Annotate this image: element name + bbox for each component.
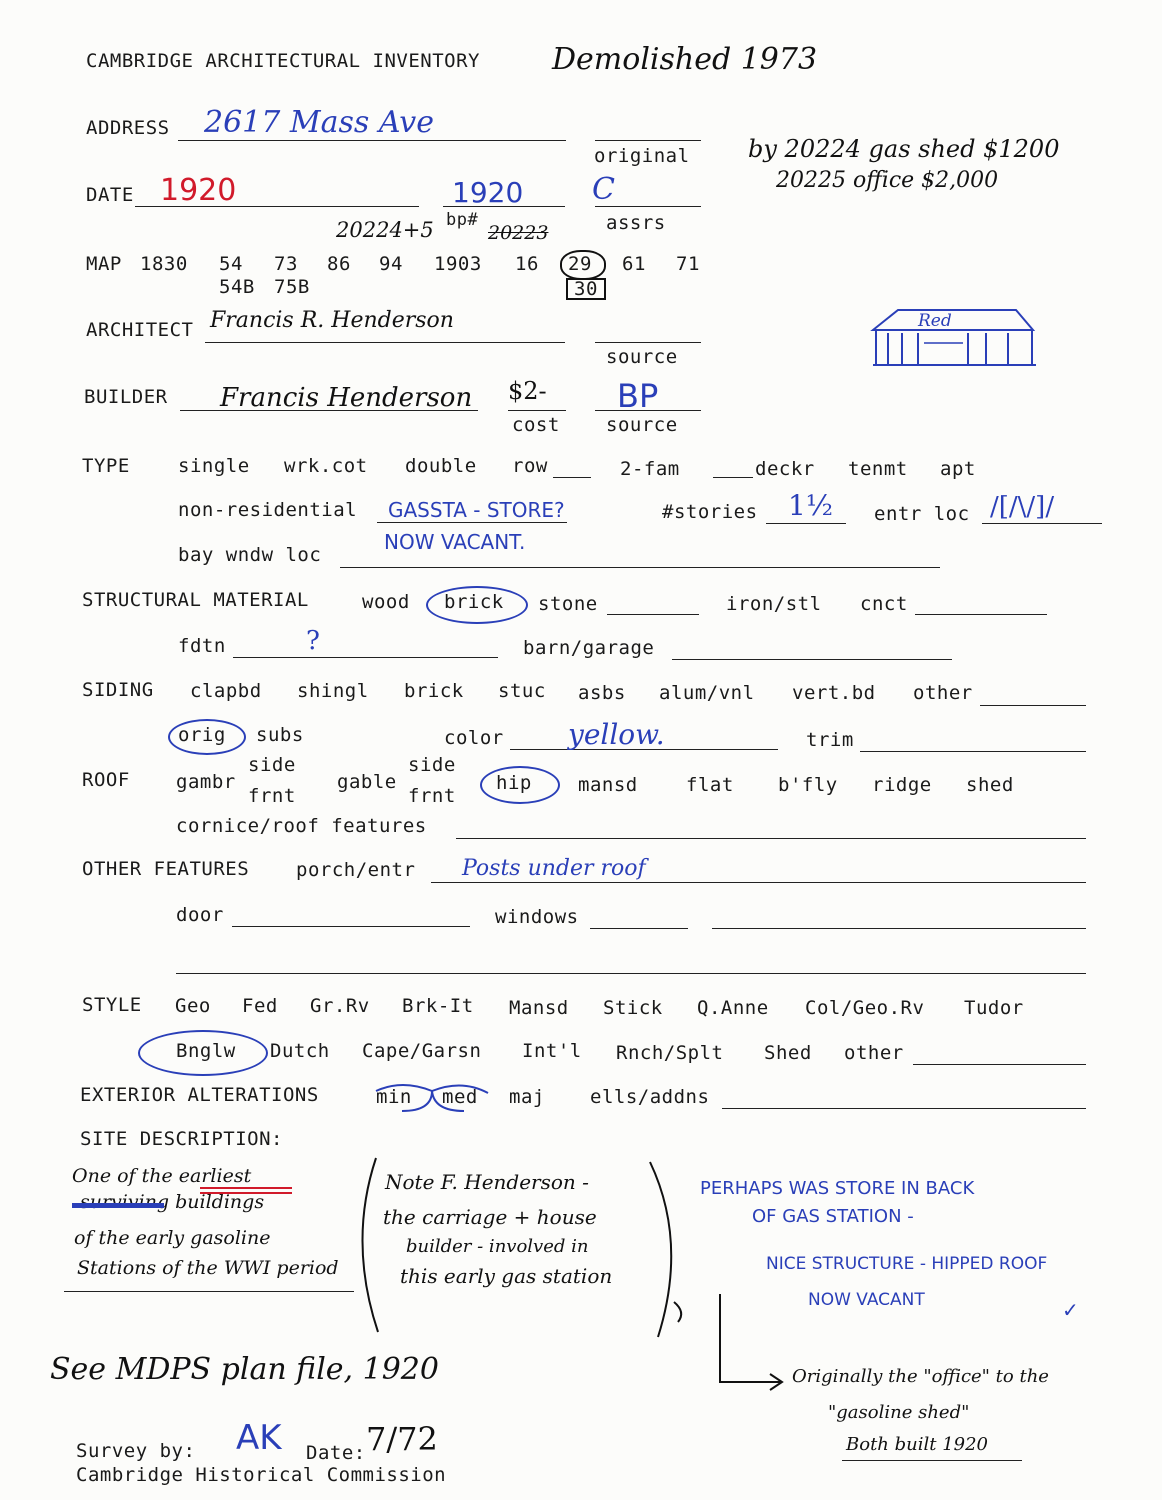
style-stick: Stick [603,997,663,1019]
style-dutch: Dutch [270,1040,330,1062]
survey-date-label: Date: [306,1442,366,1464]
site-middle-4: this early gas station [400,1264,613,1288]
builder-source-label: source [606,414,678,436]
style-geo: Geo [175,995,211,1017]
map-29: 29 [568,253,592,275]
bp-label: bp# [446,210,479,230]
min-med-circle [372,1077,492,1115]
siding-brick: brick [404,680,464,702]
builder-label: BUILDER [84,386,168,408]
site-br-1: Originally the "office" to the [792,1366,1049,1387]
siding-alumvnl: alum/vnl [659,682,755,704]
bay-label: bay wndw loc [178,544,322,566]
style-capegarsn: Cape/Garsn [362,1040,482,1062]
alt-min: min [376,1086,412,1108]
siding-clapbd: clapbd [190,680,262,702]
type-single: single [178,455,250,477]
map-54b: 54B [219,276,255,298]
permit-note-2: 20225 office $2,000 [776,168,999,193]
site-br-2: "gasoline shed" [828,1402,970,1423]
entr-value: /[/\/]/ [990,492,1055,522]
nonres-label: non-residential [178,499,358,521]
site-left-2: surviving buildings [80,1191,265,1213]
brick-circle [426,586,528,624]
map-16: 16 [515,253,539,275]
map-54: 54 [219,253,243,275]
type-tenmt: tenmt [848,458,908,480]
cornice-label: cornice/roof features [176,815,427,837]
permit-note-1: by 20224 gas shed $1200 [748,135,1060,163]
map-61: 61 [622,253,646,275]
struct-cnct: cnct [860,593,908,615]
map-29-circle [560,250,606,280]
roof-hip: hip [496,772,532,794]
siding-shingl: shingl [297,680,369,702]
roof-shed: shed [966,774,1014,796]
style-other: other [844,1042,904,1064]
style-tudor: Tudor [964,997,1024,1019]
windows-label: windows [495,906,579,928]
siding-other: other [913,682,973,704]
style-intl: Int'l [522,1040,582,1062]
survey-value: AK [236,1418,282,1458]
address-value: 2617 Mass Ave [204,105,434,140]
architect-label: ARCHITECT [86,319,194,341]
cost-label: cost [512,414,560,436]
stories-label: #stories [662,501,758,523]
assrs-label: assrs [606,212,666,234]
style-colgeorv: Col/Geo.Rv [805,997,925,1019]
site-right-1: PERHAPS WAS STORE IN BACK [700,1178,975,1199]
bp-numbers: 20224+5 [336,218,434,242]
map-30-box: 30 [566,278,606,300]
struct-brick: brick [444,591,504,613]
map-label: MAP [86,253,122,275]
orig-circle [168,719,246,755]
other-features-label: OTHER FEATURES [82,858,250,880]
map-75b: 75B [274,276,310,298]
architect-value: Francis R. Henderson [210,308,454,333]
roof-frnt-1: frnt [248,785,296,807]
demolished-note: Demolished 1973 [552,42,818,77]
cost-value: $2- [508,377,547,405]
survey-org: Cambridge Historical Commission [76,1464,447,1486]
style-bnglw: Bnglw [176,1040,236,1062]
bp-year: 1920 [452,176,524,209]
siding-subs: subs [256,724,304,746]
site-middle-2: the carriage + house [383,1205,597,1229]
roof-gambr: gambr [176,771,236,793]
color-label: color [444,727,504,749]
type-double: double [405,455,477,477]
site-br-3: Both built 1920 [846,1434,989,1455]
style-rnchsplt: Rnch/Splt [616,1042,724,1064]
type-wrkcot: wrk.cot [284,455,368,477]
site-middle-3: builder - involved in [406,1236,589,1257]
original-label: original [594,145,690,167]
site-left-3: of the early gasoline [74,1227,271,1249]
style-qanne: Q.Anne [697,997,769,1019]
site-right-4: NOW VACANT [808,1290,925,1310]
bp-struck: 20223 [488,222,549,244]
arrow [700,1290,790,1400]
builder-value: Francis Henderson [220,383,473,413]
roof-frnt-2: frnt [408,785,456,807]
map-86: 86 [327,253,351,275]
roof-ridge: ridge [872,774,932,796]
entr-label: entr loc [874,503,970,525]
roof-mansd: mansd [578,774,638,796]
style-label: STYLE [82,994,142,1016]
style-fed: Fed [242,995,278,1017]
map-1830: 1830 [140,253,188,275]
earliest-underline [200,1187,292,1189]
map-94: 94 [379,253,403,275]
alt-maj: maj [509,1086,545,1108]
roof-side-1: side [248,754,296,776]
type-2fam: 2-fam [620,458,680,480]
stories-value: 1½ [788,489,833,522]
roof-side-2: side [408,754,456,776]
survey-label: Survey by: [76,1440,196,1462]
color-value: yellow. [568,718,665,751]
surviving-strike [72,1203,164,1208]
map-73: 73 [274,253,298,275]
style-shed: Shed [764,1042,812,1064]
style-brkit: Brk-It [402,995,474,1017]
siding-asbs: asbs [578,682,626,704]
date-value: 1920 [160,173,237,208]
type-row: row [512,455,548,477]
style-grrv: Gr.Rv [310,995,370,1017]
alt-med: med [442,1086,478,1108]
site-right-3: NICE STRUCTURE - HIPPED ROOF [766,1254,1048,1274]
site-label: SITE DESCRIPTION: [80,1128,283,1150]
structural-label: STRUCTURAL MATERIAL [82,589,309,611]
type-apt: apt [940,458,976,480]
site-right-2: OF GAS STATION - [752,1206,914,1227]
roof-label: ROOF [82,769,130,791]
site-left-4: Stations of the WWI period [77,1257,339,1279]
siding-orig: orig [178,724,226,746]
struct-iron: iron/stl [726,593,822,615]
struct-stone: stone [538,593,598,615]
roof-gable: gable [337,771,397,793]
fdtn-label: fdtn [178,635,226,657]
door-label: door [176,904,224,926]
barn-label: barn/garage [523,637,655,659]
roof-bfly: b'fly [778,774,838,796]
map-71: 71 [676,253,700,275]
porch-label: porch/entr [296,859,416,881]
nonres-value-2: NOW VACANT. [384,530,526,554]
siding-stuc: stuc [498,680,546,702]
nonres-value: GASSTA - STORE? [388,498,565,522]
trim-label: trim [806,729,854,751]
source-value: BP [617,377,659,415]
address-label: ADDRESS [86,117,170,139]
assrs-mark: C [592,172,615,207]
hip-circle [480,766,560,804]
alterations-label: EXTERIOR ALTERATIONS [80,1084,319,1106]
building-sketch [868,305,1038,375]
alt-ells: ells/addns [590,1086,710,1108]
porch-value: Posts under roof [462,856,646,881]
bnglw-circle [138,1030,268,1076]
site-middle-1: Note F. Henderson - [385,1170,589,1194]
map-1903: 1903 [434,253,482,275]
date-label: DATE [86,184,134,206]
sketch-label: Red [918,311,952,331]
see-mdps-note: See MDPS plan file, 1920 [50,1352,439,1387]
type-label: TYPE [82,455,130,477]
siding-vertbd: vert.bd [792,682,876,704]
form-title: CAMBRIDGE ARCHITECTURAL INVENTORY [86,50,480,72]
site-left-1: One of the earliest [72,1165,252,1187]
roof-flat: flat [686,774,734,796]
style-mansd: Mansd [509,997,569,1019]
checkmark: ✓ [1062,1298,1079,1322]
siding-label: SIDING [82,679,154,701]
fdtn-value: ? [306,626,320,656]
struct-wood: wood [362,591,410,613]
architect-source-label: source [606,346,678,368]
survey-date-value: 7/72 [366,1420,438,1458]
type-deckr: deckr [755,458,815,480]
